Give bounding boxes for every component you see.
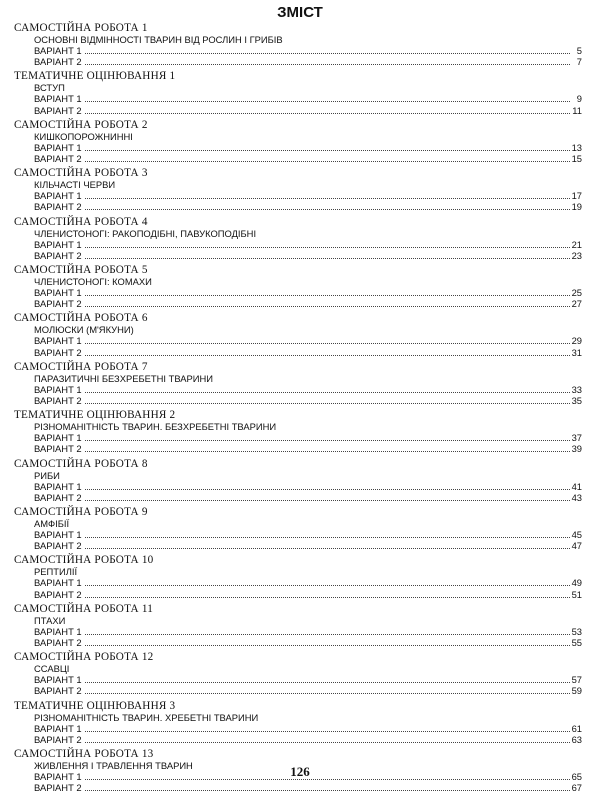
entry-label: ВАРІАНТ 1 (34, 45, 82, 56)
section-title: САМОСТІЙНА РОБОТА 12 (14, 651, 154, 664)
section-subtitle: ЧЛЕНИСТОНОГІ: РАКОПОДІБНІ, ПАВУКОПОДІБНІ (34, 227, 257, 239)
section-subtitle: ПТАХИ (34, 614, 66, 626)
section-subtitle: ЧЛЕНИСТОНОГІ: КОМАХИ (34, 276, 152, 288)
toc-entry[interactable] (14, 287, 582, 298)
toc-entry[interactable] (14, 347, 582, 358)
dot-leader (85, 391, 570, 393)
toc-entry[interactable] (14, 93, 582, 104)
toc-entry[interactable] (14, 201, 582, 212)
toc-section (14, 651, 582, 696)
toc-section (14, 119, 582, 164)
entry-page-number: 29 (571, 335, 582, 347)
entry-label: ВАРІАНТ 1 (34, 722, 82, 734)
entry-page-number: 51 (571, 588, 582, 600)
toc-entry[interactable] (14, 492, 582, 503)
toc-entry[interactable] (14, 626, 582, 637)
entry-label: ВАРІАНТ 2 (34, 298, 82, 310)
section-subtitle: РЕПТИЛІЇ (34, 566, 78, 578)
section-title: САМОСТІЙНА РОБОТА 4 (14, 215, 148, 228)
entry-label: ВАРІАНТ 2 (34, 540, 82, 552)
toc-section (14, 554, 582, 599)
section-subtitle: МОЛЮСКИ (М'ЯКУНИ) (34, 324, 134, 336)
entry-label: ВАРІАНТ 2 (34, 395, 82, 407)
entry-page-number: 31 (571, 346, 582, 358)
section-title: САМОСТІЙНА РОБОТА 9 (14, 506, 148, 519)
toc-entry[interactable] (14, 105, 582, 116)
dot-leader (85, 354, 570, 356)
toc-section (14, 167, 582, 212)
entry-label: ВАРІАНТ 2 (34, 443, 82, 455)
section-title: ТЕМАТИЧНЕ ОЦІНЮВАННЯ 3 (14, 699, 176, 712)
section-title: САМОСТІЙНА РОБОТА 6 (14, 312, 148, 325)
entry-label: ВАРІАНТ 2 (34, 56, 82, 68)
section-subtitle: КІЛЬЧАСТІ ЧЕРВИ (34, 179, 116, 191)
dot-leader (85, 741, 570, 743)
dot-leader (85, 488, 570, 490)
entry-page-number: 17 (571, 190, 582, 202)
section-title: САМОСТІЙНА РОБОТА 7 (14, 360, 148, 373)
entry-page-number: 41 (571, 480, 582, 492)
toc-entry[interactable] (14, 335, 582, 346)
toc-section (14, 361, 582, 406)
dot-leader (85, 257, 570, 259)
toc-section (14, 506, 582, 551)
section-title: САМОСТІЙНА РОБОТА 10 (14, 554, 154, 567)
dot-leader (85, 633, 570, 635)
dot-leader (85, 730, 570, 732)
entry-label: ВАРІАНТ 1 (34, 141, 82, 153)
entry-page-number: 63 (571, 733, 582, 745)
entry-label: ВАРІАНТ 2 (34, 346, 82, 358)
section-subtitle: КИШКОПОРОЖНИННІ (34, 130, 133, 142)
entry-page-number: 15 (571, 153, 582, 165)
toc-entry[interactable] (14, 432, 582, 443)
entry-label: ВАРІАНТ 2 (34, 249, 82, 261)
dot-leader (85, 63, 570, 65)
entry-label: ВАРІАНТ 1 (34, 383, 82, 395)
dot-leader (85, 112, 570, 114)
entry-label: ВАРІАНТ 2 (34, 685, 82, 697)
entry-label: ВАРІАНТ 1 (34, 238, 82, 250)
section-subtitle: РІЗНОМАНІТНІСТЬ ТВАРИН. БЕЗХРЕБЕТНІ ТВАРИНИ (34, 421, 277, 433)
dot-leader (85, 547, 570, 549)
entry-label: ВАРІАНТ 2 (34, 104, 82, 116)
entry-label: ВАРІАНТ 2 (34, 733, 82, 745)
entry-label: ВАРІАНТ 1 (34, 335, 82, 347)
entry-label: ВАРІАНТ 2 (34, 782, 82, 794)
toc-entry[interactable] (14, 637, 582, 648)
toc-section (14, 458, 582, 503)
entry-page-number: 43 (571, 491, 582, 503)
page-title: ЗМІСТ (277, 4, 323, 21)
toc-entry[interactable] (14, 395, 582, 406)
dot-leader (85, 246, 570, 248)
toc-section (14, 70, 582, 115)
entry-page-number: 33 (571, 383, 582, 395)
entry-page-number: 25 (571, 287, 582, 299)
entry-label: ВАРІАНТ 2 (34, 153, 82, 165)
toc-entry[interactable] (14, 250, 582, 261)
toc-section (14, 312, 582, 357)
entry-page-number: 27 (571, 298, 582, 310)
toc-entry[interactable] (14, 674, 582, 685)
entry-page-number: 19 (571, 201, 582, 213)
entry-label: ВАРІАНТ 2 (34, 637, 82, 649)
dot-leader (85, 681, 570, 683)
dot-leader (85, 596, 570, 598)
entry-page-number: 13 (571, 141, 582, 153)
toc-entry[interactable] (14, 142, 582, 153)
entry-label: ВАРІАНТ 1 (34, 287, 82, 299)
section-subtitle: ЖИВЛЕННЯ І ТРАВЛЕННЯ ТВАРИН (34, 760, 193, 772)
entry-page-number: 11 (572, 104, 582, 116)
toc-entry[interactable] (14, 685, 582, 696)
entry-label: ВАРІАНТ 1 (34, 771, 82, 783)
toc-section (14, 603, 582, 648)
toc-section (14, 264, 582, 309)
section-subtitle: ВСТУП (34, 82, 65, 94)
entry-page-number: 9 (576, 93, 582, 105)
toc-entry[interactable] (14, 540, 582, 551)
toc-entry[interactable] (14, 190, 582, 201)
toc-section (14, 700, 582, 745)
entry-label: ВАРІАНТ 2 (34, 201, 82, 213)
entry-page-number: 55 (571, 637, 582, 649)
entry-page-number: 65 (571, 771, 582, 783)
entry-page-number: 59 (571, 685, 582, 697)
entry-page-number: 5 (576, 45, 582, 56)
dot-leader (85, 160, 570, 162)
section-title: САМОСТІЙНА РОБОТА 8 (14, 457, 148, 470)
entry-label: ВАРІАНТ 1 (34, 577, 82, 589)
toc-entry[interactable] (14, 782, 582, 793)
entry-label: ВАРІАНТ 1 (34, 480, 82, 492)
entry-page-number: 37 (571, 432, 582, 444)
entry-page-number: 45 (571, 529, 582, 541)
section-subtitle: РІЗНОМАНІТНІСТЬ ТВАРИН. ХРЕБЕТНІ ТВАРИНИ (34, 711, 259, 723)
entry-label: ВАРІАНТ 1 (34, 190, 82, 202)
entry-label: ВАРІАНТ 1 (34, 93, 82, 105)
dot-leader (85, 305, 570, 307)
entry-page-number: 35 (571, 395, 582, 407)
toc-entry[interactable] (14, 577, 582, 588)
entry-label: ВАРІАНТ 2 (34, 491, 82, 503)
entry-label: ВАРІАНТ 2 (34, 588, 82, 600)
section-subtitle: АМФІБІЇ (34, 518, 70, 530)
dot-leader (85, 294, 570, 296)
table-of-contents (14, 22, 582, 797)
entry-page-number: 49 (571, 577, 582, 589)
toc-entry[interactable] (14, 443, 582, 454)
toc-entry[interactable] (14, 239, 582, 250)
dot-leader (85, 149, 570, 151)
dot-leader (85, 584, 570, 586)
dot-leader (85, 52, 570, 54)
entry-label: ВАРІАНТ 1 (34, 625, 82, 637)
toc-entry[interactable] (14, 723, 582, 734)
section-title: ТЕМАТИЧНЕ ОЦІНЮВАННЯ 1 (14, 70, 176, 83)
dot-leader (85, 197, 570, 199)
section-title: САМОСТІЙНА РОБОТА 3 (14, 167, 148, 180)
entry-page-number: 67 (571, 782, 582, 794)
toc-entry[interactable] (14, 153, 582, 164)
entry-label: ВАРІАНТ 1 (34, 432, 82, 444)
toc-entry[interactable] (14, 529, 582, 540)
section-title: САМОСТІЙНА РОБОТА 1 (14, 22, 148, 34)
dot-leader (85, 100, 570, 102)
toc-section (14, 409, 582, 454)
entry-page-number: 7 (576, 56, 582, 68)
section-title: ТЕМАТИЧНЕ ОЦІНЮВАННЯ 2 (14, 409, 176, 422)
dot-leader (85, 208, 570, 210)
toc-section (14, 22, 582, 67)
section-title: САМОСТІЙНА РОБОТА 11 (14, 602, 153, 615)
entry-page-number: 53 (571, 625, 582, 637)
section-subtitle: ССАВЦІ (34, 663, 70, 675)
toc-entry[interactable] (14, 589, 582, 600)
entry-page-number: 39 (571, 443, 582, 455)
entry-label: ВАРІАНТ 1 (34, 674, 82, 686)
dot-leader (85, 450, 570, 452)
toc-entry[interactable] (14, 734, 582, 745)
toc-entry[interactable] (14, 298, 582, 309)
entry-page-number: 47 (571, 540, 582, 552)
toc-entry[interactable] (14, 45, 582, 56)
dot-leader (85, 644, 570, 646)
entry-page-number: 23 (571, 249, 582, 261)
dot-leader (85, 499, 570, 501)
entry-page-number: 57 (571, 674, 582, 686)
dot-leader (85, 439, 570, 441)
dot-leader (85, 402, 570, 404)
dot-leader (85, 692, 570, 694)
toc-section (14, 216, 582, 261)
section-title: САМОСТІЙНА РОБОТА 5 (14, 264, 148, 277)
page-number: 126 (290, 764, 310, 779)
section-subtitle: ОСНОВНІ ВІДМІННОСТІ ТВАРИН ВІД РОСЛИН І ГРИБІВ (34, 34, 283, 45)
section-subtitle: ПАРАЗИТИЧНІ БЕЗХРЕБЕТНІ ТВАРИНИ (34, 372, 214, 384)
toc-entry[interactable] (14, 56, 582, 67)
toc-entry[interactable] (14, 481, 582, 492)
section-subtitle: РИБИ (34, 469, 60, 481)
entry-label: ВАРІАНТ 1 (34, 529, 82, 541)
toc-entry[interactable] (14, 384, 582, 395)
dot-leader (85, 536, 570, 538)
entry-page-number: 21 (571, 238, 582, 250)
section-title: САМОСТІЙНА РОБОТА 2 (14, 118, 148, 131)
entry-page-number: 61 (571, 722, 582, 734)
section-title: САМОСТІЙНА РОБОТА 13 (14, 748, 154, 761)
dot-leader (85, 342, 570, 344)
